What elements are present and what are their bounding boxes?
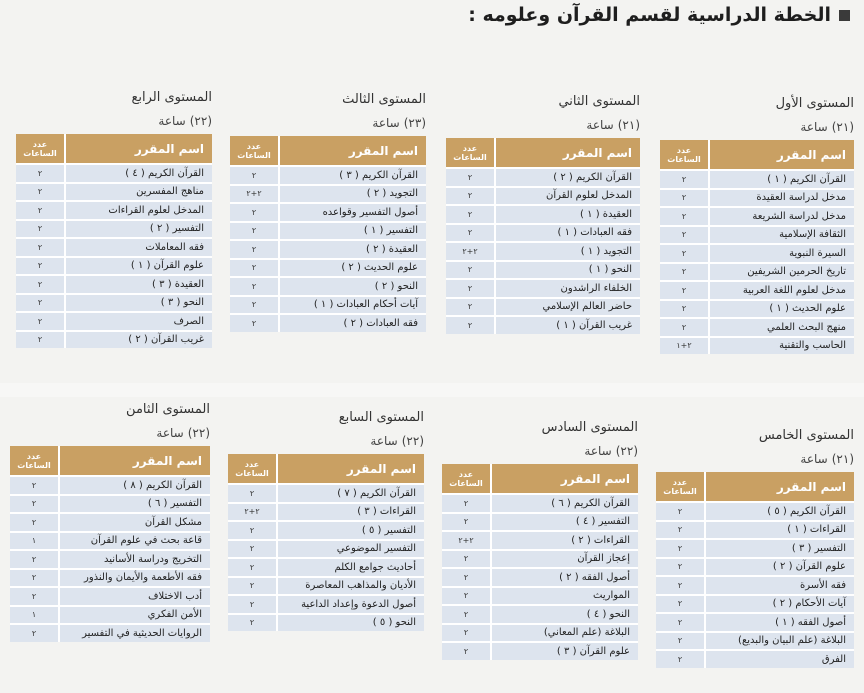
table-row [660,300,854,319]
table-row [10,587,210,606]
courses-table [230,136,426,332]
course-hours-cell: ٢ [230,222,279,241]
course-name-cell: أصول التفسير وقواعده [279,203,426,222]
course-hours-cell: ٢ [446,261,495,280]
course-name-cell: العقيدة ( ٣ ) [65,275,212,294]
course-name-cell: مدخل لدراسة العقيدة [709,189,854,208]
table-row [442,550,638,569]
level-block-1 [660,96,854,354]
course-hours-cell: ٢ [660,244,709,263]
table-row [230,222,426,241]
table-row [442,605,638,624]
level-hours-unit: ساعة [372,116,400,130]
course-hours-cell: ٢ [446,298,495,317]
course-name-cell: أصول الفقه ( ٢ ) [491,568,638,587]
course-hours-cell: ٢+٢ [230,185,279,204]
course-hours-cell: ٢ [230,296,279,315]
table-row [446,279,640,298]
level-hours-value: (٢١) [617,118,640,132]
course-name-cell: مشكل القرآن [59,513,210,532]
course-name-cell: النحو ( ٥ ) [277,614,424,632]
table-row [16,275,212,294]
table-row [230,314,426,332]
course-name-cell: آيات الأحكام ( ٢ ) [705,595,854,614]
course-hours-cell: ٢ [16,257,65,276]
level-hours [10,426,210,440]
course-hours-cell: ٢ [230,240,279,259]
table-row [446,224,640,243]
table-row [442,513,638,532]
course-name-cell: النحو ( ٢ ) [279,277,426,296]
course-name-header: اسم المقرر [277,454,424,484]
course-name-cell: حاضر العالم الإسلامي [495,298,640,317]
course-name-cell: التخريج ودراسة الأسانيد [59,550,210,569]
table-row [660,244,854,263]
course-hours-cell: ٢ [442,624,491,643]
square-bullet-icon [839,10,850,21]
course-hours-cell: ٢ [442,587,491,606]
table-row [228,577,424,596]
table-row [230,240,426,259]
course-hours-cell: ٢ [442,494,491,513]
hours-header: عدد الساعات [10,446,59,476]
course-hours-cell: ٢ [656,539,705,558]
course-name-cell: القرآن الكريم ( ٨ ) [59,476,210,495]
course-hours-cell: ٢ [656,650,705,668]
course-name-cell: القرآن الكريم ( ١ ) [709,170,854,189]
level-hours-unit: ساعة [586,118,614,132]
table-row [230,259,426,278]
course-hours-cell: ٢ [442,550,491,569]
course-hours-cell: ٢ [660,207,709,226]
course-name-cell: قاعة بحث في علوم القرآن [59,532,210,551]
course-name-cell: القرآن الكريم ( ٢ ) [495,168,640,187]
table-row [446,205,640,224]
table-row [442,642,638,660]
course-name-cell: التفسير ( ٤ ) [491,513,638,532]
course-hours-cell: ٢+٢ [446,242,495,261]
level-hours-value: (٢٣) [403,116,426,130]
course-hours-cell: ٢ [230,259,279,278]
course-hours-cell: ٢ [228,558,277,577]
course-hours-cell: ٢ [446,316,495,334]
course-name-cell: المدخل لعلوم القراءات [65,201,212,220]
course-name-cell: علوم القرآن ( ٢ ) [705,558,854,577]
level-block-6 [442,420,638,660]
table-row [10,532,210,551]
course-name-cell: القراءات ( ٢ ) [491,531,638,550]
table-row [660,170,854,189]
course-name-cell: التجويد ( ١ ) [495,242,640,261]
course-name-cell: القرآن الكريم ( ٥ ) [705,502,854,521]
course-name-cell: القرآن الكريم ( ٦ ) [491,494,638,513]
table-row [660,207,854,226]
table-row [10,569,210,588]
level-block-2 [446,94,640,334]
level-block-4 [16,90,212,348]
level-hours-value: (٢١) [831,120,854,134]
course-hours-cell: ٢ [16,312,65,331]
table-row [660,281,854,300]
table-row [16,220,212,239]
course-hours-cell: ٢ [660,300,709,319]
level-hours [446,118,640,132]
level-hours-value: (٢٢) [189,114,212,128]
course-name-cell: التجويد ( ٢ ) [279,185,426,204]
course-hours-cell: ٢ [10,495,59,514]
table-row [16,257,212,276]
course-name-cell: التفسير ( ٦ ) [59,495,210,514]
level-name: المستوى الرابع [131,90,212,105]
course-hours-cell: ٢ [228,540,277,559]
table-header-row [16,134,212,164]
table-row [16,331,212,349]
course-hours-cell: ٢ [16,275,65,294]
course-name-cell: التفسير ( ٣ ) [705,539,854,558]
course-hours-cell: ٢ [442,605,491,624]
course-name-cell: العقيدة ( ٢ ) [279,240,426,259]
course-hours-cell: ٢ [16,164,65,183]
course-name-cell: مدخل لعلوم اللغة العربية [709,281,854,300]
table-row [656,539,854,558]
courses-table [228,454,424,631]
course-name-header: اسم المقرر [59,446,210,476]
course-hours-cell: ٢ [656,632,705,651]
course-name-header: اسم المقرر [279,136,426,166]
course-name-cell: أدب الاختلاف [59,587,210,606]
course-name-cell: التفسير الموضوعي [277,540,424,559]
table-row [228,540,424,559]
level-hours [16,114,212,128]
course-hours-cell: ٢ [16,294,65,313]
course-hours-cell: ٢ [16,238,65,257]
course-name-cell: فقه العبادات ( ١ ) [495,224,640,243]
table-row [228,614,424,632]
table-row [442,587,638,606]
table-row [660,337,854,355]
table-row [16,164,212,183]
course-name-cell: إعجاز القرآن [491,550,638,569]
level-hours [660,120,854,134]
hours-header: عدد الساعات [16,134,65,164]
course-name-cell: الفرق [705,650,854,668]
table-header-row [660,140,854,170]
course-hours-cell: ٢ [660,189,709,208]
course-hours-cell: ٢ [660,318,709,337]
course-name-cell: تاريخ الحرمين الشريفين [709,263,854,282]
course-hours-cell: ٢ [442,513,491,532]
table-row [16,201,212,220]
course-hours-cell: ٢ [656,558,705,577]
course-name-header: اسم المقرر [491,464,638,494]
course-name-cell: أصول الدعوة وإعداد الداعية [277,595,424,614]
level-hours-unit: ساعة [156,426,184,440]
table-row [16,312,212,331]
level-name: المستوى السابع [338,410,424,425]
course-hours-cell: ٢ [656,595,705,614]
course-hours-cell: ٢ [10,569,59,588]
course-name-cell: غريب القرآن ( ٢ ) [65,331,212,349]
table-header-row [228,454,424,484]
table-row [656,558,854,577]
level-hours [442,444,638,458]
level-block-7 [228,410,424,631]
level-hours-unit: ساعة [800,452,828,466]
table-header-row [656,472,854,502]
course-name-cell: فقه الأسرة [705,576,854,595]
table-row [656,632,854,651]
course-hours-cell: ٢ [228,484,277,503]
level-hours-value: (٢٢) [401,434,424,448]
course-name-cell: النحو ( ١ ) [495,261,640,280]
table-row [660,189,854,208]
course-hours-cell: ٢ [660,226,709,245]
level-name: المستوى الثاني [558,94,640,109]
table-header-row [10,446,210,476]
table-row [660,318,854,337]
course-name-cell: الثقافة الإسلامية [709,226,854,245]
course-hours-cell: ٢ [446,187,495,206]
level-block-3 [230,92,426,332]
table-row [10,606,210,625]
course-hours-cell: ٢+٢ [228,503,277,522]
table-row [10,476,210,495]
table-row [446,298,640,317]
course-hours-cell: ٢ [10,476,59,495]
course-hours-cell: ٢+٢ [442,531,491,550]
table-row [446,316,640,334]
table-row [446,242,640,261]
level-hours [656,452,854,466]
course-name-cell: علوم الحديث ( ٢ ) [279,259,426,278]
course-name-cell: مناهج المفسرين [65,183,212,202]
table-row [10,495,210,514]
table-row [656,521,854,540]
table-row [10,513,210,532]
level-hours-unit: ساعة [584,444,612,458]
course-hours-cell: ٢ [16,183,65,202]
course-hours-cell: ٢ [230,277,279,296]
course-name-header: اسم المقرر [709,140,854,170]
table-row [446,261,640,280]
course-hours-cell: ٢ [10,513,59,532]
table-row [228,521,424,540]
level-block-8 [10,402,210,642]
course-name-cell: النحو ( ٤ ) [491,605,638,624]
table-row [10,550,210,569]
course-hours-cell: ٢ [660,263,709,282]
table-row [660,263,854,282]
course-hours-cell: ٢ [446,279,495,298]
table-row [10,624,210,642]
course-name-cell: علوم القرآن ( ٣ ) [491,642,638,660]
table-row [230,296,426,315]
course-hours-cell: ٢ [16,331,65,349]
table-row [16,183,212,202]
level-name: المستوى الخامس [758,428,854,443]
course-hours-cell: ٢ [446,168,495,187]
course-name-cell: القراءات ( ٣ ) [277,503,424,522]
course-name-cell: غريب القرآن ( ١ ) [495,316,640,334]
table-row [656,613,854,632]
course-name-cell: البلاغة (علم المعاني) [491,624,638,643]
course-hours-cell: ١ [10,532,59,551]
course-name-cell: فقه الأطعمة والأيمان والنذور [59,569,210,588]
level-hours-value: (٢١) [831,452,854,466]
course-name-cell: التفسير ( ١ ) [279,222,426,241]
table-row [228,595,424,614]
course-hours-cell: ٢ [10,587,59,606]
course-hours-cell: ٢ [16,201,65,220]
courses-table [10,446,210,642]
table-row [442,624,638,643]
course-name-cell: التفسير ( ٢ ) [65,220,212,239]
course-hours-cell: ٢ [10,550,59,569]
course-name-cell: الحاسب والتقنية [709,337,854,355]
course-hours-cell: ٢ [446,224,495,243]
course-name-cell: القرآن الكريم ( ٣ ) [279,166,426,185]
table-row [228,484,424,503]
course-hours-cell: ٢ [228,595,277,614]
course-name-cell: المدخل لعلوم القرآن [495,187,640,206]
courses-table [442,464,638,660]
course-hours-cell: ٢+١ [660,337,709,355]
level-hours-value: (٢٢) [187,426,210,440]
course-name-cell: أحاديث جوامع الكلم [277,558,424,577]
table-header-row [230,136,426,166]
table-row [442,568,638,587]
level-hours-unit: ساعة [158,114,186,128]
course-name-cell: العقيدة ( ١ ) [495,205,640,224]
level-hours-unit: ساعة [800,120,828,134]
hours-header: عدد الساعات [442,464,491,494]
course-name-cell: الروايات الحديثية في التفسير [59,624,210,642]
course-hours-cell: ٢ [10,624,59,642]
level-hours-value: (٢٢) [615,444,638,458]
table-row [442,531,638,550]
course-hours-cell: ٢ [228,614,277,632]
table-row [230,166,426,185]
hours-header: عدد الساعات [230,136,279,166]
page-title: الخطة الدراسية لقسم القرآن وعلومه : [468,4,850,26]
table-row [446,168,640,187]
table-row [656,576,854,595]
table-row [230,185,426,204]
course-name-header: اسم المقرر [65,134,212,164]
level-hours-unit: ساعة [370,434,398,448]
hours-header: عدد الساعات [660,140,709,170]
level-name: المستوى الأول [775,96,854,111]
table-row [656,650,854,668]
course-name-cell: علوم القرآن ( ١ ) [65,257,212,276]
course-name-header: اسم المقرر [495,138,640,168]
section-divider [0,383,864,397]
course-name-cell: فقه العبادات ( ٢ ) [279,314,426,332]
course-hours-cell: ٢ [656,521,705,540]
course-name-cell: السيرة النبوية [709,244,854,263]
course-hours-cell: ٢ [656,576,705,595]
course-hours-cell: ٢ [228,577,277,596]
course-name-cell: آيات أحكام العبادات ( ١ ) [279,296,426,315]
course-hours-cell: ٢ [230,203,279,222]
level-name: المستوى السادس [541,420,638,435]
course-name-cell: فقه المعاملات [65,238,212,257]
course-name-cell: الأديان والمذاهب المعاصرة [277,577,424,596]
table-header-row [446,138,640,168]
course-hours-cell: ٢ [442,642,491,660]
course-hours-cell: ٢ [230,166,279,185]
course-hours-cell: ٢ [230,314,279,332]
course-name-cell: القرآن الكريم ( ٤ ) [65,164,212,183]
hours-header: عدد الساعات [656,472,705,502]
level-name: المستوى الثالث [342,92,426,107]
hours-header: عدد الساعات [446,138,495,168]
course-name-cell: الخلفاء الراشدون [495,279,640,298]
course-name-cell: المواريث [491,587,638,606]
table-row [446,187,640,206]
table-row [656,502,854,521]
course-hours-cell: ٢ [442,568,491,587]
courses-table [660,140,854,354]
table-row [228,558,424,577]
course-name-cell: القرآن الكريم ( ٧ ) [277,484,424,503]
course-name-cell: مدخل لدراسة الشريعة [709,207,854,226]
course-hours-cell: ٢ [228,521,277,540]
course-name-cell: التفسير ( ٥ ) [277,521,424,540]
course-hours-cell: ٢ [16,220,65,239]
table-row [228,503,424,522]
course-name-cell: النحو ( ٣ ) [65,294,212,313]
course-hours-cell: ١ [10,606,59,625]
courses-table [16,134,212,348]
table-row [442,494,638,513]
table-row [660,226,854,245]
course-name-cell: القراءات ( ١ ) [705,521,854,540]
courses-table [656,472,854,668]
level-hours [228,434,424,448]
course-name-header: اسم المقرر [705,472,854,502]
level-name: المستوى الثامن [126,402,210,417]
course-name-cell: الصرف [65,312,212,331]
course-name-cell: الأمن الفكري [59,606,210,625]
table-row [656,595,854,614]
course-hours-cell: ٢ [446,205,495,224]
course-name-cell: علوم الحديث ( ١ ) [709,300,854,319]
courses-table [446,138,640,334]
table-row [16,294,212,313]
table-header-row [442,464,638,494]
table-row [230,277,426,296]
course-name-cell: أصول الفقه ( ١ ) [705,613,854,632]
course-name-cell: البلاغة (علم البيان والبديع) [705,632,854,651]
course-name-cell: منهج البحث العلمي [709,318,854,337]
course-hours-cell: ٢ [656,613,705,632]
table-row [16,238,212,257]
level-block-5 [656,428,854,668]
hours-header: عدد الساعات [228,454,277,484]
course-hours-cell: ٢ [660,170,709,189]
course-hours-cell: ٢ [660,281,709,300]
course-hours-cell: ٢ [656,502,705,521]
table-row [230,203,426,222]
level-hours [230,116,426,130]
